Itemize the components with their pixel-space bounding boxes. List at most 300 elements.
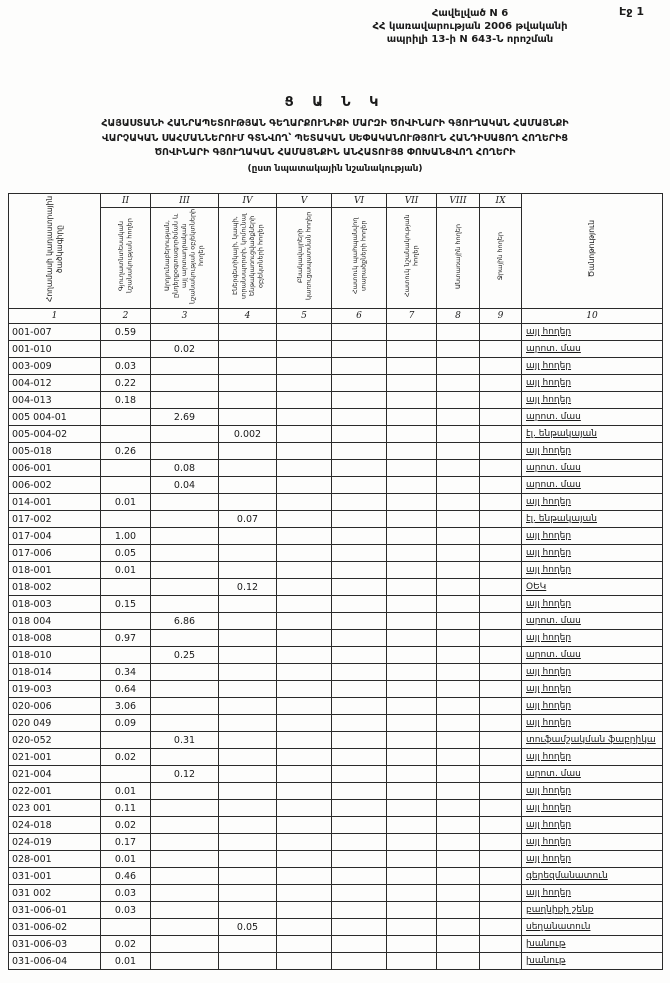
area-value: 0.31 (151, 732, 219, 749)
area-value (480, 443, 522, 460)
cadastral-code: 006-002 (9, 477, 101, 494)
area-value (332, 579, 387, 596)
area-value (277, 528, 332, 545)
cadastral-code: 006-001 (9, 460, 101, 477)
note-text: արոտ. մաս (526, 769, 581, 779)
area-value (387, 936, 437, 953)
area-value (277, 630, 332, 647)
note-cell (522, 868, 663, 885)
area-value (277, 953, 332, 970)
roman-numeral-ii: II (101, 194, 151, 208)
roman-numeral-ix: IX (480, 194, 522, 208)
area-value (480, 664, 522, 681)
area-value (387, 341, 437, 358)
area-value (437, 902, 480, 919)
column-number-row (9, 309, 663, 324)
area-value: 0.02 (101, 749, 151, 766)
area-value (219, 766, 277, 783)
table-row (9, 392, 663, 409)
area-value (332, 324, 387, 341)
area-value (332, 477, 387, 494)
land-parcel-table (8, 193, 663, 970)
area-value (219, 494, 277, 511)
appendix-reference (310, 7, 630, 46)
header-note (522, 194, 663, 309)
area-value (219, 953, 277, 970)
area-value (437, 664, 480, 681)
note-cell (522, 494, 663, 511)
note-text: էլ. ենթակայան (526, 514, 598, 524)
note-cell (522, 545, 663, 562)
table-row (9, 358, 663, 375)
column-number-9: 9 (480, 309, 522, 324)
area-value (219, 783, 277, 800)
area-value (332, 851, 387, 868)
column-number-2: 2 (101, 309, 151, 324)
header-category-2 (101, 208, 151, 309)
header-category-7 (387, 208, 437, 309)
note-cell (522, 749, 663, 766)
area-value (101, 732, 151, 749)
note-text: այլ հողեր (526, 837, 572, 847)
header-category-6-label: Հատուկ պահպանվող տարածքների հողեր (350, 217, 367, 295)
area-value (437, 715, 480, 732)
area-value (277, 749, 332, 766)
area-value (480, 596, 522, 613)
area-value (332, 460, 387, 477)
area-value (332, 562, 387, 579)
roman-numeral-viii: VIII (437, 194, 480, 208)
area-value (219, 443, 277, 460)
area-value (219, 613, 277, 630)
area-value (277, 358, 332, 375)
table-row (9, 545, 663, 562)
cadastral-code: 004-012 (9, 375, 101, 392)
note-cell (522, 681, 663, 698)
note-cell (522, 579, 663, 596)
cadastral-code: 031-001 (9, 868, 101, 885)
table-row (9, 851, 663, 868)
area-value: 0.12 (219, 579, 277, 596)
area-value: 0.03 (101, 885, 151, 902)
area-value: 0.11 (101, 800, 151, 817)
area-value: 0.97 (101, 630, 151, 647)
area-value (387, 562, 437, 579)
area-value (387, 630, 437, 647)
area-value (277, 647, 332, 664)
area-value (387, 885, 437, 902)
area-value (151, 392, 219, 409)
note-cell (522, 341, 663, 358)
area-value (101, 613, 151, 630)
area-value: 0.03 (101, 358, 151, 375)
cadastral-code: 018-010 (9, 647, 101, 664)
area-value (387, 698, 437, 715)
document-title (8, 95, 662, 174)
area-value (480, 817, 522, 834)
area-value (387, 817, 437, 834)
table-row (9, 885, 663, 902)
note-cell (522, 851, 663, 868)
cadastral-code: 005-018 (9, 443, 101, 460)
cadastral-code: 004-013 (9, 392, 101, 409)
header-category-4 (219, 208, 277, 309)
table-row (9, 919, 663, 936)
area-value (480, 647, 522, 664)
area-value (437, 324, 480, 341)
note-cell (522, 630, 663, 647)
cadastral-code: 018-003 (9, 596, 101, 613)
area-value (277, 919, 332, 936)
title-line-2: ՎԱՐՉԱԿԱՆ ՍԱՀՄԱՆՆԵՐՈՒՄ ԳՏՆՎՈՂ՝ ՊԵՏԱԿԱՆ ՍԵՓԱԿԱՆՈՒԹՅՈՒՆ ՀԱՆԴԻՍԱՑՈՂ ՀՈՂԵՐԻՑ (101, 132, 569, 144)
area-value (332, 817, 387, 834)
area-value: 0.26 (101, 443, 151, 460)
area-value (219, 596, 277, 613)
note-text: խանութ (526, 956, 566, 966)
table-row (9, 749, 663, 766)
area-value (480, 630, 522, 647)
note-text: բաղնիքի շենք (526, 905, 594, 915)
note-cell (522, 562, 663, 579)
area-value (219, 800, 277, 817)
table-row (9, 409, 663, 426)
area-value (332, 630, 387, 647)
note-text: այլ հողեր (526, 565, 572, 575)
area-value (277, 477, 332, 494)
table-row (9, 562, 663, 579)
area-value (277, 885, 332, 902)
area-value (332, 868, 387, 885)
area-value (151, 324, 219, 341)
table-row (9, 715, 663, 732)
cadastral-code: 020 049 (9, 715, 101, 732)
cadastral-code: 018-008 (9, 630, 101, 647)
area-value (387, 664, 437, 681)
area-value (151, 783, 219, 800)
area-value (151, 715, 219, 732)
area-value (437, 868, 480, 885)
area-value (480, 936, 522, 953)
area-value (277, 494, 332, 511)
area-value (277, 426, 332, 443)
area-value (151, 698, 219, 715)
area-value (277, 324, 332, 341)
area-value (219, 885, 277, 902)
table-row (9, 477, 663, 494)
note-text: այլ հողեր (526, 599, 572, 609)
table-row (9, 613, 663, 630)
column-number-7: 7 (387, 309, 437, 324)
area-value (332, 426, 387, 443)
title-heading: Ց Ա Ն Կ (284, 95, 386, 110)
cadastral-code: 003-009 (9, 358, 101, 375)
header-category-3 (151, 208, 219, 309)
area-value (387, 834, 437, 851)
area-value (480, 766, 522, 783)
area-value (101, 766, 151, 783)
area-value (277, 902, 332, 919)
area-value (151, 545, 219, 562)
area-value: 1.00 (101, 528, 151, 545)
header-category-8-label: Անտառային հողեր (453, 223, 462, 289)
area-value (387, 545, 437, 562)
area-value (332, 358, 387, 375)
area-value (387, 868, 437, 885)
cadastral-code: 021-001 (9, 749, 101, 766)
note-cell (522, 324, 663, 341)
note-cell (522, 902, 663, 919)
area-value (151, 426, 219, 443)
area-value (277, 443, 332, 460)
area-value (437, 545, 480, 562)
area-value (480, 834, 522, 851)
area-value (387, 443, 437, 460)
area-value (332, 681, 387, 698)
area-value (480, 324, 522, 341)
note-cell (522, 664, 663, 681)
note-text: այլ հողեր (526, 820, 572, 830)
area-value: 0.04 (151, 477, 219, 494)
area-value (437, 613, 480, 630)
cadastral-code: 024-018 (9, 817, 101, 834)
area-value (480, 460, 522, 477)
area-value: 2.69 (151, 409, 219, 426)
area-value (151, 749, 219, 766)
cadastral-code: 018-001 (9, 562, 101, 579)
note-cell (522, 953, 663, 970)
header-category-6 (332, 208, 387, 309)
area-value (332, 732, 387, 749)
area-value: 0.01 (101, 494, 151, 511)
area-value (277, 732, 332, 749)
area-value (219, 460, 277, 477)
area-value (480, 885, 522, 902)
area-value (387, 800, 437, 817)
note-text: արոտ. մաս (526, 463, 581, 473)
area-value (151, 443, 219, 460)
area-value (387, 494, 437, 511)
table-row (9, 324, 663, 341)
area-value (437, 919, 480, 936)
area-value (332, 766, 387, 783)
cadastral-code: 019-003 (9, 681, 101, 698)
note-cell (522, 919, 663, 936)
area-value (437, 749, 480, 766)
roman-numeral-iv: IV (219, 194, 277, 208)
area-value: 0.03 (101, 902, 151, 919)
area-value (219, 698, 277, 715)
area-value (332, 545, 387, 562)
area-value: 0.59 (101, 324, 151, 341)
area-value (437, 443, 480, 460)
area-value (480, 800, 522, 817)
cadastral-code: 001-007 (9, 324, 101, 341)
area-value (277, 511, 332, 528)
column-number-6: 6 (332, 309, 387, 324)
note-cell (522, 460, 663, 477)
area-value (277, 392, 332, 409)
area-value (437, 630, 480, 647)
table-row (9, 936, 663, 953)
area-value (437, 851, 480, 868)
area-value (151, 494, 219, 511)
area-value: 0.25 (151, 647, 219, 664)
area-value (387, 392, 437, 409)
area-value (480, 613, 522, 630)
area-value (332, 749, 387, 766)
area-value (219, 681, 277, 698)
area-value (437, 732, 480, 749)
note-text: այլ հողեր (526, 684, 572, 694)
area-value (219, 732, 277, 749)
title-line-1: ՀԱՅԱՍՏԱՆԻ ՀԱՆՐԱՊԵՏՈՒԹՅԱՆ ԳԵՂԱՐՔՈՒՆԻՔԻ ՄԱՐԶԻ ԾՈՎԻՆԱՐԻ ԳՅՈՒՂԱԿԱՆ ՀԱՄԱՅՆՔԻ (101, 118, 569, 129)
area-value (437, 341, 480, 358)
area-value (219, 562, 277, 579)
note-cell (522, 834, 663, 851)
area-value (219, 834, 277, 851)
area-value (387, 528, 437, 545)
note-text: տուֆամշակման ֆաբրիկա (526, 735, 656, 745)
cadastral-code: 020-006 (9, 698, 101, 715)
header-category-8 (437, 208, 480, 309)
area-value (277, 698, 332, 715)
note-cell (522, 885, 663, 902)
area-value (219, 392, 277, 409)
area-value (387, 732, 437, 749)
note-cell (522, 426, 663, 443)
area-value (101, 341, 151, 358)
area-value (480, 375, 522, 392)
area-value (277, 851, 332, 868)
area-value (387, 477, 437, 494)
area-value (219, 409, 277, 426)
cadastral-code: 018 004 (9, 613, 101, 630)
note-text: այլ հողեր (526, 633, 572, 643)
note-text: արոտ. մաս (526, 616, 581, 626)
table-row (9, 766, 663, 783)
table-row (9, 630, 663, 647)
note-cell (522, 596, 663, 613)
column-number-5: 5 (277, 309, 332, 324)
area-value (332, 783, 387, 800)
area-value (277, 664, 332, 681)
area-value (219, 528, 277, 545)
area-value: 0.18 (101, 392, 151, 409)
area-value (277, 936, 332, 953)
header-category-9 (480, 208, 522, 309)
area-value (277, 868, 332, 885)
area-value (219, 936, 277, 953)
area-value (437, 409, 480, 426)
cadastral-code: 021-004 (9, 766, 101, 783)
table-row (9, 596, 663, 613)
area-value (480, 902, 522, 919)
area-value (277, 460, 332, 477)
note-text: այլ հողեր (526, 752, 572, 762)
area-value (437, 494, 480, 511)
header-category-2-label: Գյուղատնտեսական նշանակության հողեր (117, 218, 134, 294)
area-value (277, 562, 332, 579)
header-category-3-label: Արդյունաբերության, ընդերքօգտագործման և այլ արտադրական նշանակության օբյեկտների հողեր (163, 208, 206, 304)
area-value (480, 681, 522, 698)
table-row (9, 341, 663, 358)
note-text: այլ հողեր (526, 888, 572, 898)
area-value (151, 528, 219, 545)
cadastral-code: 024-019 (9, 834, 101, 851)
area-value (332, 647, 387, 664)
area-value (151, 953, 219, 970)
area-value (332, 494, 387, 511)
header-cadastral-code-label: Հողամասի կադաստրային ծածկագիրը (44, 195, 64, 303)
area-value (480, 426, 522, 443)
area-value (480, 715, 522, 732)
area-value (151, 511, 219, 528)
note-text: խանութ (526, 939, 566, 949)
area-value (387, 409, 437, 426)
note-cell (522, 732, 663, 749)
table-row (9, 800, 663, 817)
area-value: 0.07 (219, 511, 277, 528)
area-value (332, 885, 387, 902)
note-text: արոտ. մաս (526, 650, 581, 660)
area-value: 0.05 (101, 545, 151, 562)
area-value (480, 392, 522, 409)
area-value (387, 579, 437, 596)
note-cell (522, 443, 663, 460)
area-value (437, 528, 480, 545)
table-row (9, 902, 663, 919)
area-value (332, 715, 387, 732)
appendix-line-2: ՀՀ կառավարության 2006 թվականի (372, 21, 568, 32)
note-text: արոտ. մաս (526, 412, 581, 422)
area-value (480, 953, 522, 970)
area-value (437, 698, 480, 715)
area-value (277, 817, 332, 834)
table-row (9, 868, 663, 885)
area-value: 0.09 (101, 715, 151, 732)
area-value (151, 596, 219, 613)
area-value (480, 494, 522, 511)
note-text: սեղանատուն (526, 922, 591, 932)
area-value (151, 902, 219, 919)
header-category-5 (277, 208, 332, 309)
area-value: 0.02 (101, 936, 151, 953)
column-number-3: 3 (151, 309, 219, 324)
area-value (277, 834, 332, 851)
header-note-label: Ծանոթություն (587, 220, 597, 278)
area-value (480, 409, 522, 426)
area-value (219, 358, 277, 375)
note-cell (522, 715, 663, 732)
area-value (219, 851, 277, 868)
area-value (332, 834, 387, 851)
area-value (480, 341, 522, 358)
cadastral-code: 028-001 (9, 851, 101, 868)
roman-numeral-vi: VI (332, 194, 387, 208)
area-value (151, 885, 219, 902)
area-value (151, 664, 219, 681)
area-value (151, 375, 219, 392)
area-value: 0.002 (219, 426, 277, 443)
table-row (9, 817, 663, 834)
cadastral-code: 022-001 (9, 783, 101, 800)
cadastral-code: 020-052 (9, 732, 101, 749)
header-category-5-label: Բնակավայրերի կառուցապատման հողեր (295, 211, 312, 301)
area-value (387, 596, 437, 613)
area-value (480, 732, 522, 749)
note-cell (522, 511, 663, 528)
area-value (387, 681, 437, 698)
